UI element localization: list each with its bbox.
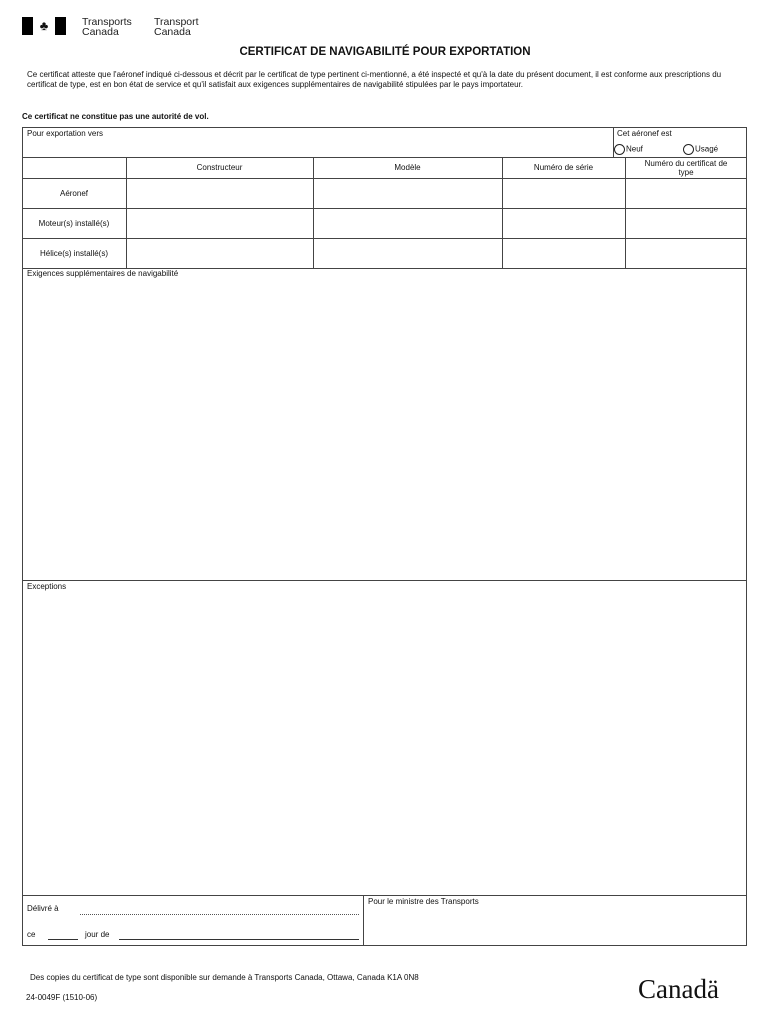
export-to-label: Pour exportation vers [27, 129, 104, 138]
org-en-line1: Transport [154, 16, 199, 28]
radio-used-label: Usagé [695, 144, 719, 154]
exceptions-input[interactable] [23, 593, 746, 894]
intro-text: Ce certificat atteste que l'aéronef indiqué ci-dessous et décrit par le certificat de type pertinent ci-mentionné, a été inspecté et qu'à la date du présent document, il est conforme aux prescriptions du certificat de type, est en bon état de service et qu'il satisfait aux exigences supplémentaires de navigabilité stipulées par le pays importateur. [27, 70, 722, 89]
radio-used[interactable] [683, 144, 718, 155]
day-label: ce [27, 930, 36, 939]
radio-circle-icon [614, 144, 625, 155]
flight-authority-notice: Ce certificat ne constitue pas une autorité de vol. [22, 112, 209, 121]
exceptions-label: Exceptions [27, 582, 67, 591]
day-of-label: jour de [85, 930, 110, 939]
radio-new[interactable] [614, 144, 643, 155]
column-header-type-cert: Numéro du certificat de type [644, 158, 728, 177]
column-header-serial: Numéro de série [533, 163, 594, 172]
requirements-label: Exigences supplémentaires de navigabilité [27, 269, 179, 278]
signature-area[interactable] [364, 908, 746, 945]
column-header-manufacturer: Constructeur [196, 163, 243, 172]
form-number: 24-0049F (1510-06) [26, 993, 98, 1002]
radio-new-label: Neuf [626, 144, 643, 154]
org-fr-line2: Canada [82, 26, 119, 38]
requirements-input[interactable] [23, 280, 746, 579]
canada-wordmark: Canadä [638, 974, 719, 1004]
maple-leaf-icon: ♣ [39, 18, 49, 33]
canada-flag-logo [22, 17, 66, 35]
day-input[interactable] [48, 930, 78, 940]
page-title: CERTIFICAT DE NAVIGABILITÉ POUR EXPORTATION [239, 46, 531, 58]
row-label-propellers: Hélice(s) installé(s) [39, 248, 108, 258]
column-header-model: Modèle [394, 163, 421, 172]
org-en-line2: Canada [154, 26, 191, 38]
aircraft-status-label: Cet aéronef est [617, 129, 672, 138]
issued-to-label: Délivré à [27, 904, 59, 913]
month-input[interactable] [119, 930, 359, 940]
copies-note: Des copies du certificat de type sont disponible sur demande à Transports Canada, Ottawa, Canada K1A 0N8 [30, 973, 419, 982]
radio-circle-icon [683, 144, 694, 155]
org-fr-line1: Transports [82, 16, 132, 28]
minister-label: Pour le ministre des Transports [368, 897, 479, 906]
issued-to-input[interactable] [80, 905, 359, 915]
row-label-aircraft: Aéronef [59, 188, 89, 198]
row-label-engines: Moteur(s) installé(s) [38, 218, 110, 228]
export-to-input[interactable] [23, 140, 612, 156]
